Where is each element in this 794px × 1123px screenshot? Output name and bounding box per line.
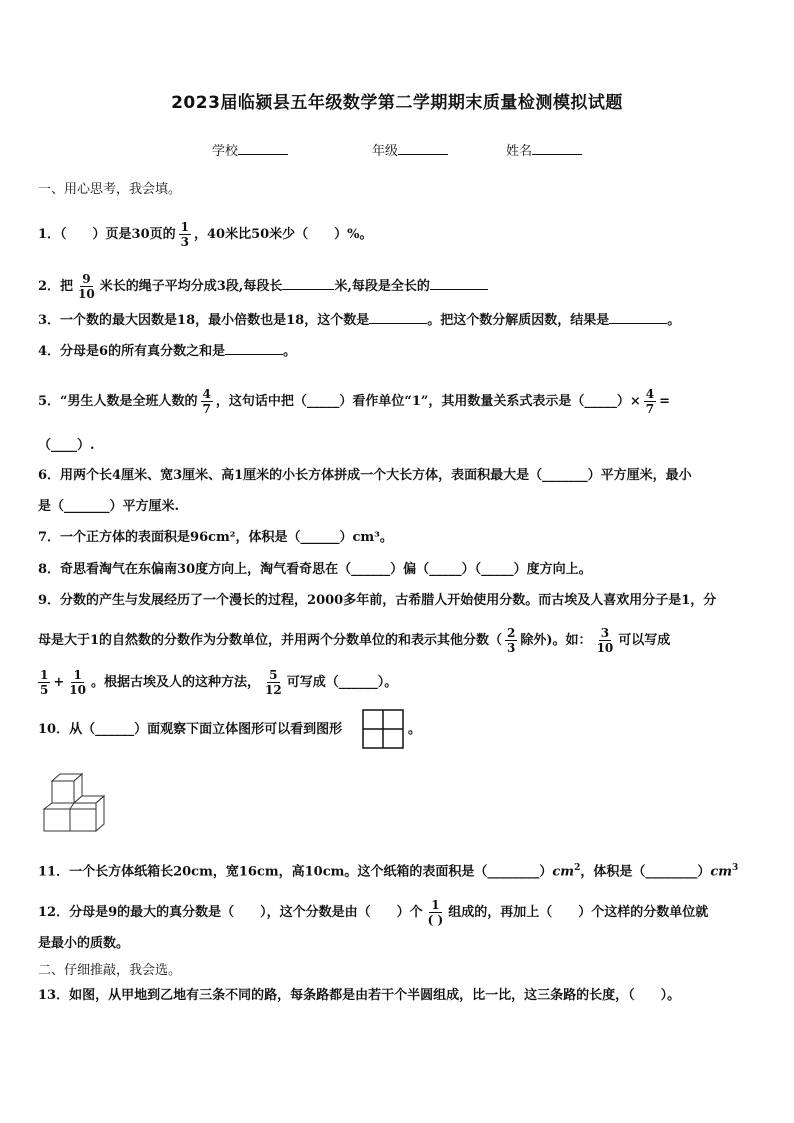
question-12: 12．分母是9的最大的真分数是（ ），这个分数是由（ ）个 $\frac{1}{( )}$ 组成的，再加上（ ）个这样的分数单位就 — [38, 898, 709, 927]
answer-blank[interactable] — [225, 341, 283, 355]
page-title: 2023届临颍县五年级数学第二学期期末质量检测模拟试题 — [171, 93, 623, 113]
answer-blank[interactable] — [609, 310, 667, 324]
question-4: 4．分母是6的所有真分数之和是 。 — [38, 341, 296, 362]
question-3: 3．一个数的最大因数是18，最小倍数也是18，这个数是 。把这个数分解质因数，结果是 。 — [38, 310, 680, 331]
fraction: $\frac{1}{3}$ — [180, 220, 189, 249]
question-9: 9．分数的产生与发展经历了一个漫长的过程，2000多年前，古希腊人开始使用分数。而古埃及人喜欢用分子是1，分 — [38, 593, 717, 608]
fraction: $\frac{1}{( )}$ — [427, 898, 444, 927]
question-12-cont: 是最小的质数。 — [38, 936, 130, 951]
fraction: $\frac{3}{10}$ — [596, 626, 614, 655]
question-8: 8．奇思看淘气在东偏南30度方向上，淘气看奇思在（______）偏（_____）（_____）度方向上。 — [38, 562, 592, 577]
answer-blank[interactable] — [430, 276, 488, 290]
question-13: 13．如图，从甲地到乙地有三条不同的路，每条路都是由若干个半圆组成，比一比，这三条路的长度，（ ）。 — [38, 988, 681, 1003]
question-6: 6．用两个长4厘米、宽3厘米、高1厘米的小长方体拼成一个大长方体，表面积最大是（_______）平方厘米，最小 — [38, 468, 692, 483]
fraction: $\frac{2}{3}$ — [507, 626, 516, 655]
cube-stack-figure — [40, 772, 112, 836]
fraction: $\frac{4}{7}$ — [202, 387, 211, 416]
question-5-cont: （____）. — [38, 438, 95, 453]
question-6-cont: 是（_______）平方厘米. — [38, 499, 180, 514]
question-1: 1．（ ）页是30页的 $\frac{1}{3}$ ，40米比50米少（ ）%。 — [38, 220, 373, 249]
view-grid-figure — [362, 709, 404, 749]
section-1-heading: 一、用心思考，我会填。 — [38, 182, 182, 197]
question-9-line2: 母是大于1的自然数的分数作为分数单位，并用两个分数单位的和表示其他分数（ $\frac{2}{3}$ 除外)。如： $\frac{3}{10}$ 可以写成 — [38, 626, 671, 655]
question-11: 11．一个长方体纸箱长20cm，宽16cm，高10cm。这个纸箱的表面积是$(\_\_\_\_\_\_\_\_)cm^2$，体积是$(\_\_\_\_\_\_\_\_)cm^3$ — [38, 863, 739, 880]
fraction: $\frac{9}{10}$ — [78, 272, 95, 301]
question-10: 10．从（______）面观察下面立体图形可以看到图形 — [38, 722, 343, 737]
section-2-heading: 二、仔细推敲，我会选。 — [38, 963, 182, 978]
fraction: $\frac{1}{10}$ — [69, 668, 86, 697]
fraction: $\frac{5}{12}$ — [264, 668, 282, 697]
school-field[interactable]: 学校 — [212, 140, 288, 159]
question-2: 2．把 $\frac{9}{10}$ 米长的绳子平均分成3段,每段长 米,每段是全长的 — [38, 272, 488, 301]
question-10-end: 。 — [408, 722, 422, 737]
answer-blank[interactable] — [282, 276, 334, 290]
answer-blank[interactable] — [369, 310, 427, 324]
question-5: 5．“男生人数是全班人数的 $\frac{4}{7}$ ，这句话中把（_____）看作单位“1”，其用数量关系式表示是（_____）× $\frac{4}{7}$ = — [38, 387, 671, 416]
question-7: 7．一个正方体的表面积是96cm²，体积是（______）cm³。 — [38, 530, 393, 545]
fraction: $\frac{1}{5}$ — [40, 668, 49, 697]
question-9-line3: $\frac{1}{5}$ + $\frac{1}{10}$ 。根据古埃及人的这种方法， $\frac{5}{12}$ 可写成（______）。 — [40, 668, 398, 697]
name-field[interactable]: 姓名 — [506, 140, 582, 159]
grade-field[interactable]: 年级 — [372, 140, 448, 159]
fraction: $\frac{4}{7}$ — [645, 387, 655, 416]
